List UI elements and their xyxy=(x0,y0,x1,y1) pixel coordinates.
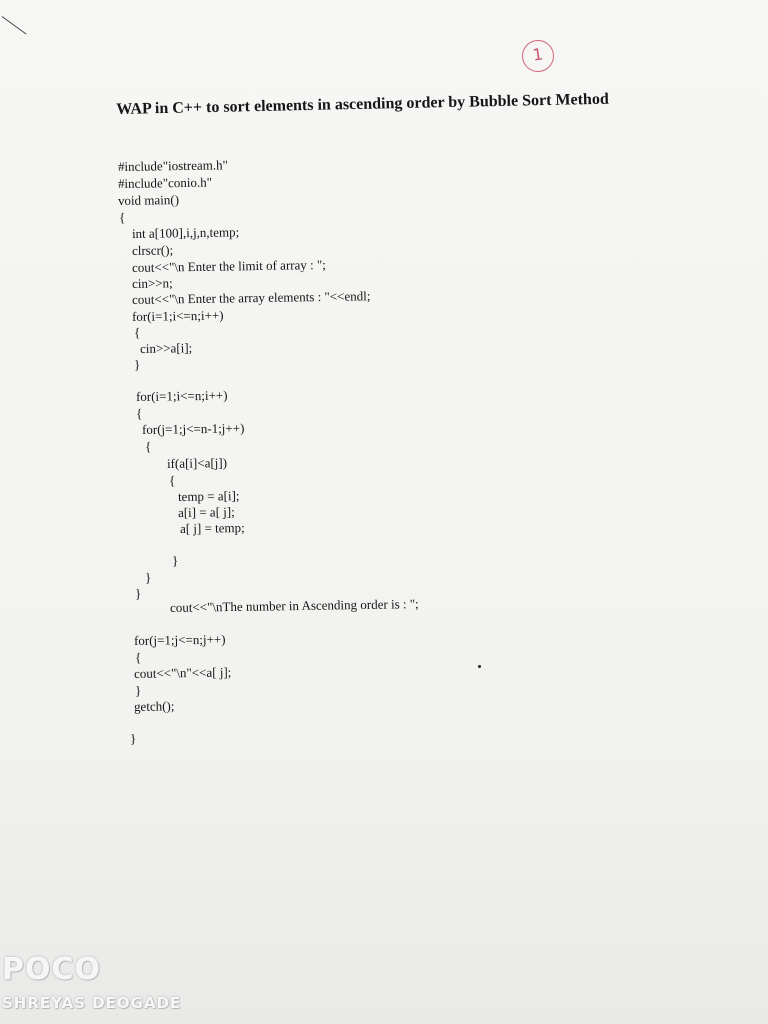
code-line: for(j=1;j<=n;j++) xyxy=(133,631,226,648)
code-line: { xyxy=(168,472,176,488)
camera-watermark-brand: POCO xyxy=(2,952,102,987)
code-line: if(a[i]<a[j]) xyxy=(166,455,228,471)
code-line: } xyxy=(144,569,152,585)
code-line: { xyxy=(144,438,152,454)
code-line: cout<<"\nThe number in Ascending order is : "; xyxy=(169,596,419,615)
code-line: for(i=1;i<=n;i++) xyxy=(135,387,228,404)
code-line: } xyxy=(133,356,141,372)
page-number: 1 xyxy=(531,44,545,65)
code-line: } xyxy=(134,585,142,601)
code-line: #include"conio.h" xyxy=(117,174,213,191)
code-line: cin>>a[i]; xyxy=(139,340,193,356)
code-line: } xyxy=(134,682,142,698)
code-line: temp = a[i]; xyxy=(177,488,240,504)
code-line: a[ j] = temp; xyxy=(179,519,245,536)
code-line: { xyxy=(133,324,141,340)
document-title: WAP in C++ to sort elements in ascending order by Bubble Sort Method xyxy=(116,90,609,118)
code-line: void main() xyxy=(117,192,180,208)
code-line: a[i] = a[ j]; xyxy=(177,504,235,520)
code-line: cout<<"\n Enter the limit of array : "; xyxy=(131,256,326,275)
code-line: } xyxy=(171,552,179,568)
code-line: { xyxy=(118,209,126,225)
code-line: for(j=1;j<=n-1;j++) xyxy=(141,420,245,437)
code-line: clrscr(); xyxy=(131,242,174,258)
code-line: { xyxy=(134,649,142,665)
code-line: #include"iostream.h" xyxy=(117,157,228,174)
ink-dot xyxy=(478,665,481,668)
code-line: { xyxy=(135,405,143,421)
camera-watermark-name: SHREYAS DEOGADE xyxy=(2,994,182,1012)
code-line: cin>>n; xyxy=(131,275,173,291)
code-line: cout<<"\n Enter the array elements : "<<endl; xyxy=(131,288,371,307)
code-line: cout<<"\n"<<a[ j]; xyxy=(133,664,232,681)
code-line: int a[100],i,j,n,temp; xyxy=(131,224,240,241)
code-line: for(i=1;i<=n;i++) xyxy=(131,307,224,324)
code-line: getch(); xyxy=(133,698,175,714)
code-line: } xyxy=(129,730,137,746)
